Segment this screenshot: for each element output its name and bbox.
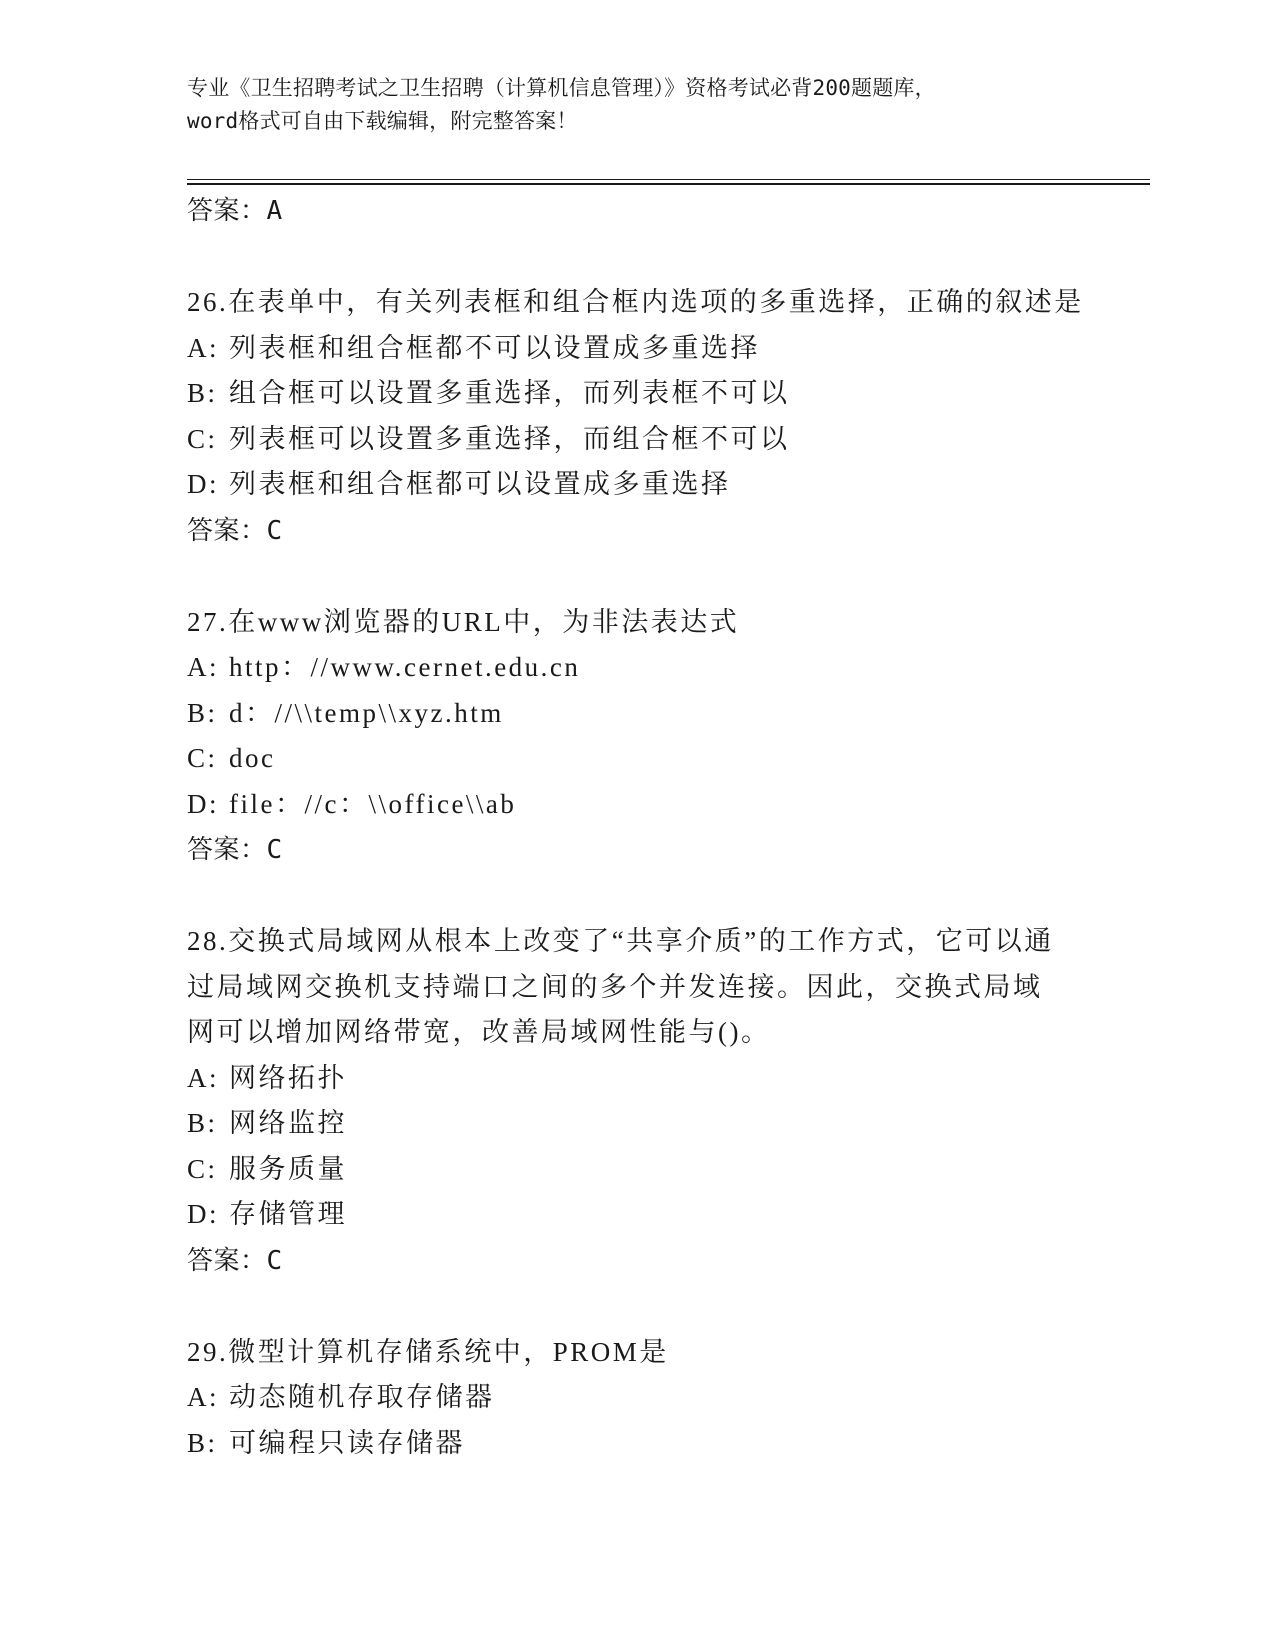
answer-label: 答案：C [187, 1245, 283, 1276]
option-d [187, 782, 1087, 828]
option-text: 列表框和组合框都可以设置成多重选择 [229, 469, 731, 499]
option-a [187, 1375, 1087, 1421]
option-text: 服务质量 [229, 1153, 347, 1184]
question-list [187, 188, 1087, 1466]
option-text: 存储管理 [229, 1199, 347, 1229]
option-letter: C: [187, 423, 218, 454]
option-b [187, 691, 1087, 737]
option-d [187, 1192, 1087, 1238]
option-letter: A: [187, 1382, 219, 1412]
option-b [187, 371, 1087, 417]
option-text: d：//\\temp\\xyz.htm [229, 697, 504, 728]
option-letter: B: [187, 1108, 218, 1138]
answer-label: 答案：C [187, 515, 283, 546]
question-28 [187, 919, 1087, 1284]
question-stem: 29.微型计算机存储系统中，PROM是 [187, 1336, 669, 1367]
header-line-2: word格式可自由下载编辑，附完整答案！ [187, 109, 578, 133]
option-a [187, 1056, 1087, 1102]
option-text: file：//c：\\office\\ab [229, 788, 517, 819]
option-text: 列表框和组合框都不可以设置成多重选择 [229, 332, 760, 363]
option-letter: B: [187, 1427, 218, 1458]
option-letter: A: [187, 652, 219, 682]
header-divider-thick [187, 183, 1150, 185]
option-text: 网络拓扑 [229, 1062, 347, 1093]
option-a [187, 645, 1087, 691]
option-letter: D: [187, 1199, 219, 1229]
option-text: 可编程只读存储器 [229, 1427, 465, 1458]
question-29 [187, 1330, 1087, 1467]
question-26 [187, 280, 1087, 554]
option-letter: C: [187, 743, 218, 773]
option-a [187, 326, 1087, 372]
question-27 [187, 600, 1087, 874]
page-header [187, 72, 1087, 138]
option-letter: B: [187, 697, 218, 728]
question-stem: 28.交换式局域网从根本上改变了“共享介质”的工作方式，它可以通过局域网交换机支持端口之间的多个并发连接。因此，交换式局域网可以增加网络带宽，改善局域网性能与()。 [187, 926, 1054, 1047]
question-stem: 26.在表单中，有关列表框和组合框内选项的多重选择，正确的叙述是 [187, 287, 1084, 317]
option-text: http：//www.cernet.edu.cn [229, 652, 581, 682]
option-text: doc [229, 743, 276, 773]
option-c [187, 736, 1087, 782]
option-letter: D: [187, 469, 219, 499]
option-text: 网络监控 [229, 1108, 347, 1138]
option-c [187, 417, 1087, 463]
option-letter: A: [187, 1062, 219, 1093]
option-d [187, 462, 1087, 508]
option-b [187, 1421, 1087, 1467]
option-c [187, 1147, 1087, 1193]
option-letter: D: [187, 788, 219, 819]
header-line-1: 专业《卫生招聘考试之卫生招聘（计算机信息管理）》资格考试必背200题题库， [187, 76, 936, 100]
option-letter: B: [187, 378, 218, 408]
option-text: 列表框可以设置多重选择，而组合框不可以 [229, 423, 790, 454]
question-stem: 27.在www浏览器的URL中，为非法表达式 [187, 606, 740, 637]
option-text: 组合框可以设置多重选择，而列表框不可以 [229, 378, 790, 408]
option-letter: A: [187, 332, 219, 363]
option-letter: C: [187, 1153, 218, 1184]
option-b [187, 1101, 1087, 1147]
answer-label: 答案：A [187, 196, 283, 226]
answer-label: 答案：C [187, 835, 283, 865]
option-text: 动态随机存取存储器 [229, 1382, 495, 1412]
header-divider-thin [187, 179, 1150, 180]
